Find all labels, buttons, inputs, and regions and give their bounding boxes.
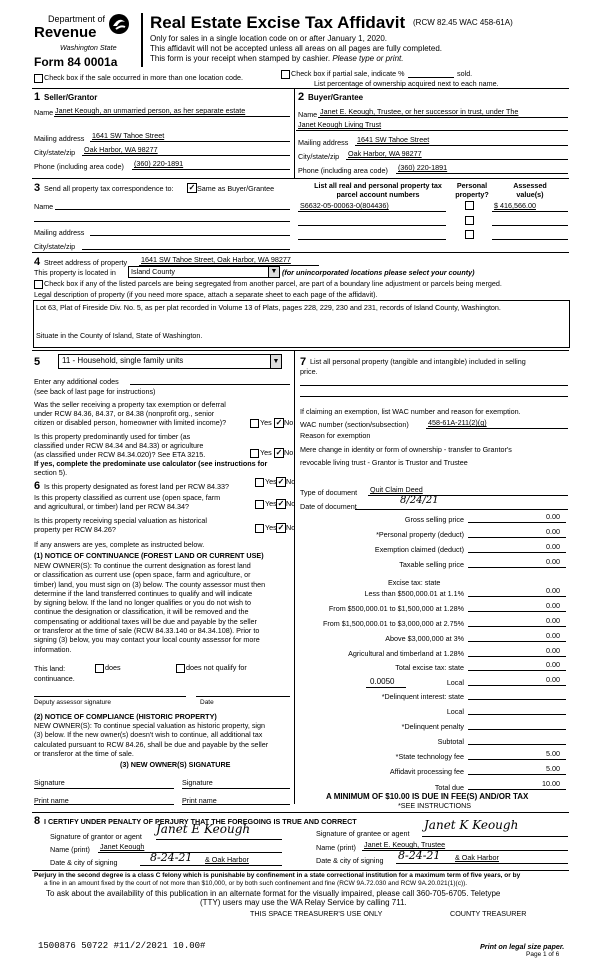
timber-question-3: (as classified under RCW 84.34.020)? See ETA 3215. xyxy=(34,450,206,459)
perjury-text-1 xyxy=(34,872,520,880)
seller-mail-label: Mailing address xyxy=(34,134,85,143)
revenue-logo-icon xyxy=(108,13,130,35)
processing-fee-value: 5.00 xyxy=(546,764,560,773)
partial-sale-pct-field[interactable] xyxy=(408,77,454,78)
any-yes-note: If any answers are yes, complete as instructed below. xyxy=(34,540,205,549)
section7-number: 7 xyxy=(300,356,307,368)
tax-bracket-value[interactable]: 0.00 xyxy=(546,646,560,655)
tax-row-label: Exemption claimed (deduct) xyxy=(374,545,464,554)
section3-number: 3 xyxy=(34,182,41,194)
processing-fee-label: Affidavit processing fee xyxy=(389,767,464,776)
seller-heading: Seller/Grantor xyxy=(44,93,98,102)
buyer-name-field-1[interactable]: Janet E. Keough, Trustee, or her successor in trust, under The xyxy=(320,107,519,116)
seller-mail-field[interactable]: 1641 SW Tahoe Street xyxy=(92,131,165,140)
perjury-text-2: a fine in an amount fixed by the court of not more than $10,000, or by both such confinement and fine (RCW 9A.72.030 and RCW 9A.20.021(1)(c)). xyxy=(44,880,468,887)
yes-label: Yes xyxy=(265,477,277,486)
corr-mail-field[interactable] xyxy=(90,235,290,236)
doc-type-label: Type of document xyxy=(300,488,358,497)
delinquent-interest-label: *Delinquent interest: state xyxy=(381,692,464,701)
seller-phone-label: Phone (including area code) xyxy=(34,162,124,171)
header-line-1: Only for sales in a single location code on or after January 1, 2020. xyxy=(150,34,388,43)
does-not-label: does not qualify for xyxy=(186,663,247,672)
reason-label: Reason for exemption xyxy=(300,431,371,440)
section5-number: 5 xyxy=(34,356,41,368)
form-rcw: (RCW 82.45 WAC 458-61A) xyxy=(413,18,513,27)
personal-property-label-2: price. xyxy=(300,367,318,376)
exemption-question-3: citizen or disabled person, homeowner with limited income)? xyxy=(34,418,227,427)
grantee-name-field[interactable]: Janet E. Keough, Trustee xyxy=(364,840,446,849)
grantee-signature-label: Signature of grantee or agent xyxy=(316,829,410,838)
no-label: No xyxy=(286,499,296,508)
notice-compliance-text: NEW OWNER(S): To continue special valuation as historic property, sign (3) below. If the new owner(s) doesn't wish to continue, all additional tax calculated pursuant to RCW 84.26, shall be due and payable by the seller or transferor at the time of sale. xyxy=(34,721,269,758)
sold-label: sold. xyxy=(457,69,473,78)
deputy-date-label: Date xyxy=(200,699,214,706)
total-state-label: Total excise tax: state xyxy=(395,663,464,672)
timber-question-2: classified under RCW 84.34 and 84.33) or agriculture xyxy=(34,441,204,450)
tax-bracket-label: From $1,500,000.01 to $3,000,000 at 2.75% xyxy=(322,619,464,628)
street-address-label: Street address of property xyxy=(44,258,128,267)
wac-label: WAC number (section/subsection) xyxy=(300,420,409,429)
header-line-2: This affidavit will not be accepted unless all areas on all pages are fully completed. xyxy=(150,44,443,53)
no-label: No xyxy=(286,477,296,486)
deputy-signature-label: Deputy assessor signature xyxy=(34,699,111,706)
local2-field[interactable] xyxy=(468,714,566,715)
yes-label: Yes xyxy=(260,418,272,427)
reason-line-1[interactable]: Mere change in identity or form of ownership - transfer to Grantor's xyxy=(300,445,512,454)
section8-number: 8 xyxy=(34,815,41,827)
county-value: Island County xyxy=(131,267,175,276)
corr-mail-label: Mailing address xyxy=(34,228,85,237)
perjury-text-1-content: Perjury in the second degree is a class C felony which is punishable by confinement in a state correctional institution for a maximum term of five years, or by xyxy=(34,872,521,879)
grantor-date-label: Date & city of signing xyxy=(50,858,118,867)
historical-yes-checkbox[interactable] xyxy=(255,524,264,533)
accessibility-text-2: (TTY) users may use the WA Relay Service by calling 711. xyxy=(200,898,407,907)
new-owner-print-field-2[interactable] xyxy=(182,804,290,805)
timber-question-4: If yes, complete the predominate use calculator (see instructions for xyxy=(34,459,268,468)
street-address-field[interactable]: 1641 SW Tahoe Street, Oak Harbor, WA 98277 xyxy=(141,255,291,264)
local2-label: Local xyxy=(446,707,464,716)
recording-stamp: 1500876 50722 #11/2/2021 10.00# xyxy=(38,941,206,951)
seller-city-field[interactable]: Oak Harbor, WA 98277 xyxy=(84,145,158,154)
personal-property-checkbox-3[interactable] xyxy=(465,230,474,239)
subtotal-field[interactable] xyxy=(468,744,566,745)
partial-sale-label: Check box if partial sale, indicate % xyxy=(291,69,405,78)
buyer-name-field-2[interactable]: Janet Keough Living Trust xyxy=(298,120,382,129)
chevron-down-icon[interactable]: ▼ xyxy=(270,355,281,368)
tax-bracket-value[interactable]: 0.00 xyxy=(546,631,560,640)
buyer-phone-label: Phone (including area code) xyxy=(298,166,388,175)
grantee-date-field[interactable]: 8-24-21 xyxy=(398,849,441,862)
located-in-label: This property is located in xyxy=(34,268,116,277)
deputy-signature-field[interactable] xyxy=(34,696,186,697)
seller-name-field[interactable]: Janet Keough, an unmarried person, as her separate estate xyxy=(55,106,246,115)
timber-no-checkbox[interactable]: ✓ xyxy=(275,448,283,457)
tech-fee-label: *State technology fee xyxy=(395,752,464,761)
parcel-header-1: List all real and personal property tax xyxy=(314,181,442,190)
segregated-checkbox[interactable] xyxy=(34,280,43,289)
form-number: Form 84 0001a xyxy=(34,55,118,69)
local-label: Local xyxy=(446,678,464,687)
partial-sale-checkbox[interactable] xyxy=(281,70,290,79)
new-owner-print-label-1: Print name xyxy=(34,796,69,805)
grantee-signature[interactable]: Janet K Keough xyxy=(424,818,519,832)
legal-description-box[interactable] xyxy=(33,300,570,348)
buyer-city-label: City/state/zip xyxy=(298,152,340,161)
additional-codes-field[interactable] xyxy=(130,384,290,385)
parcel-header-2: parcel account numbers xyxy=(336,190,420,199)
buyer-mail-field[interactable]: 1641 SW Tahoe Street xyxy=(357,135,430,144)
exemption-claim-label: If claiming an exemption, list WAC number and reason for exemption. xyxy=(300,407,521,416)
buyer-heading: Buyer/Grantee xyxy=(308,93,364,102)
segregated-label: Check box if any of the listed parcels are being segregated from another parcel, are part of a boundary line adjustment or parcels being merged. xyxy=(44,279,502,288)
doc-date-field[interactable]: 8/24/21 xyxy=(400,495,439,506)
historical-no-checkbox[interactable]: ✓ xyxy=(277,523,285,532)
chevron-down-icon[interactable]: ▼ xyxy=(268,267,279,277)
land-use-value: 11 - Household, single family units xyxy=(62,356,184,365)
tax-row-value[interactable]: 0.00 xyxy=(546,557,560,566)
tax-bracket-label: From $500,000.01 to $1,500,000 at 1.28% xyxy=(328,604,464,613)
new-owner-print-label-2: Print name xyxy=(182,796,217,805)
no-label: No xyxy=(286,523,296,532)
county-note: (for unincorporated locations please select your county) xyxy=(282,268,475,277)
buyer-name-label: Name xyxy=(298,110,318,119)
grantor-date-field[interactable]: 8-24-21 xyxy=(150,851,193,864)
minimum-due-note: A MINIMUM OF $10.00 IS DUE IN FEE(S) AND/OR TAX xyxy=(326,792,529,801)
revenue-logo-text: Revenue xyxy=(34,24,97,41)
personal-property-line-2[interactable] xyxy=(300,396,568,397)
multi-location-checkbox[interactable] xyxy=(34,74,43,83)
exemption-question-2: under RCW 84.36, 84.37, or 84.38 (nonprofit org., senior xyxy=(34,409,215,418)
grantee-name-label: Name (print) xyxy=(316,843,356,852)
tax-bracket-value[interactable]: 0.00 xyxy=(546,601,560,610)
forest-yes-checkbox[interactable] xyxy=(255,478,264,487)
see-instructions-note: *SEE INSTRUCTIONS xyxy=(398,801,472,810)
grantor-signature[interactable]: Janet E Keough xyxy=(156,822,251,836)
tax-row-value[interactable]: 0.00 xyxy=(546,512,560,521)
grantor-signature-label: Signature of grantor or agent xyxy=(50,832,142,841)
forest-question: Is this property designated as forest land per RCW 84.33? xyxy=(44,482,229,491)
grantor-name-label: Name (print) xyxy=(50,845,90,854)
notice-compliance-heading: (2) NOTICE OF COMPLIANCE (HISTORIC PROPERTY) xyxy=(34,712,217,721)
grantor-city-field[interactable]: & Oak Harbor xyxy=(205,855,249,864)
assessed-header-1: Assessed xyxy=(513,181,547,190)
forest-no-checkbox[interactable]: ✓ xyxy=(277,477,285,486)
tax-row-label: *Personal property (deduct) xyxy=(376,530,464,539)
deputy-date-field[interactable] xyxy=(196,696,290,697)
land-use-select[interactable] xyxy=(58,354,282,369)
accessibility-text-1: To ask about the availability of this publication in an alternate format for the visually impaired, please call 360-705-6705. Teletype xyxy=(46,889,501,898)
parcel-number-2[interactable] xyxy=(298,225,446,226)
delinquent-penalty-label: *Delinquent penalty xyxy=(401,722,464,731)
corr-city-field[interactable] xyxy=(82,249,290,250)
new-owner-signature-label-2: Signature xyxy=(182,778,213,787)
seller-name-label: Name xyxy=(34,108,54,117)
assessed-value[interactable]: $ 416,566.00 xyxy=(494,201,536,210)
tax-bracket-label: Above $3,000,000 at 3% xyxy=(385,634,464,643)
tech-fee-value: 5.00 xyxy=(546,749,560,758)
no-label: No xyxy=(284,448,294,457)
tax-row-value[interactable]: 0.00 xyxy=(546,527,560,536)
seller-section-number: 1 xyxy=(34,91,41,103)
current-use-question-2: and agricultural, or timber) land per RCW 84.34? xyxy=(34,502,190,511)
legal-description-label: Legal description of property (if you need more space, attach a separate sheet to each page of the affidavit). xyxy=(34,290,378,299)
header-line-3: This form is your receipt when stamped by cashier. Please type or print. xyxy=(150,54,404,63)
tax-row-label: Gross selling price xyxy=(404,515,464,524)
total-state-value: 0.00 xyxy=(546,660,560,669)
notice-continuance-text: NEW OWNER(S): To continue the current designation as forest land or classification as current use (open space, farm and agriculture, or timber) land, you must sign on (3) below. The county assessor must then determine if the land transferred continues to qualify and will indicate by signing below. If the land no longer qualifies or you do not wish to continue the designation or classification, it will be removed and the compensating or additional taxes will be due and payable by the seller or transferor at the time of sale (RCW 84.33.140 or 84.34.108). Prior to signing (3) below, you may contact your local county assessor for more information. xyxy=(34,561,266,654)
ownership-list-note: List percentage of ownership acquired next to each name. xyxy=(314,79,499,88)
yes-label: Yes xyxy=(265,499,277,508)
corr-name-field[interactable] xyxy=(55,209,290,210)
buyer-city-field[interactable]: Oak Harbor, WA 98277 xyxy=(348,149,422,158)
grantee-city-field[interactable]: & Oak Harbor xyxy=(455,853,499,862)
correspondence-label: Send all property tax correspondence to: xyxy=(44,184,174,193)
notice-continuance-heading: (1) NOTICE OF CONTINUANCE (FOREST LAND OR CURRENT USE) xyxy=(34,551,264,560)
legal-description-line-1: Lot 63, Plat of Fireside Div. No. 5, as per plat recorded in Volume 13 of Plats, pages 228, 229, 230 and 231, records of Island County, Washington. xyxy=(36,303,501,312)
wac-field[interactable]: 458-61A-211(2)(g) xyxy=(428,418,487,427)
corr-name-label: Name xyxy=(34,202,54,211)
timber-question-5: section 5). xyxy=(34,468,68,477)
personal-property-checkbox-1[interactable] xyxy=(465,201,474,210)
yes-label: Yes xyxy=(260,448,272,457)
tax-bracket-value[interactable]: 0.00 xyxy=(546,616,560,625)
local-rate: 0.0050 xyxy=(370,677,395,686)
section6-number: 6 xyxy=(34,480,41,492)
exemption-question-1: Was the seller receiving a property tax exemption or deferral xyxy=(34,400,226,409)
does-qualify-checkbox[interactable] xyxy=(95,664,104,673)
same-as-buyer-checkbox[interactable]: ✓ xyxy=(188,183,196,192)
does-label: does xyxy=(105,663,121,672)
state-label: Washington State xyxy=(60,43,117,52)
same-as-buyer-label: Same as Buyer/Grantee xyxy=(197,184,275,193)
tax-row-value[interactable]: 0.00 xyxy=(546,542,560,551)
tax-row-label: Taxable selling price xyxy=(399,560,464,569)
grantor-name-field[interactable]: Janet Keough xyxy=(100,842,145,851)
continuance-label: continuance. xyxy=(34,674,75,683)
buyer-mail-label: Mailing address xyxy=(298,138,349,147)
new-owner-signature-label-1: Signature xyxy=(34,778,65,787)
form-title: Real Estate Excise Tax Affidavit xyxy=(150,13,406,32)
county-select[interactable] xyxy=(128,266,280,278)
historical-question-1: Is this property receiving special valuation as historical xyxy=(34,516,207,525)
personal-property-checkbox-2[interactable] xyxy=(465,216,474,225)
section4-number: 4 xyxy=(34,256,41,268)
dept-label: Department of xyxy=(48,14,106,24)
timber-yes-checkbox[interactable] xyxy=(250,449,259,458)
personal-header-1: Personal xyxy=(456,181,488,190)
current-use-yes-checkbox[interactable] xyxy=(255,500,264,509)
exemption-yes-checkbox[interactable] xyxy=(250,419,259,428)
does-not-qualify-checkbox[interactable] xyxy=(176,664,185,673)
total-due-label: Total due xyxy=(434,783,464,792)
tax-bracket-label: Agricultural and timberland at 1.28% xyxy=(348,649,464,658)
personal-property-line-1[interactable] xyxy=(300,385,568,386)
doc-date-label: Date of document xyxy=(300,502,357,511)
local-value: 0.00 xyxy=(546,675,560,684)
new-owner-signature-heading: (3) NEW OWNER(S) SIGNATURE xyxy=(120,760,231,769)
excise-state-label: Excise tax: state xyxy=(388,578,441,587)
exemption-no-checkbox[interactable]: ✓ xyxy=(275,418,283,427)
this-land-label: This land: xyxy=(34,664,66,673)
page-number: Page 1 of 6 xyxy=(526,951,560,958)
parcel-number-3[interactable] xyxy=(298,239,446,240)
current-use-question-1: Is this property classified as current use (open space, farm xyxy=(34,493,221,502)
corr-city-label: City/state/zip xyxy=(34,242,76,251)
tax-bracket-value[interactable]: 0.00 xyxy=(546,586,560,595)
yes-label: Yes xyxy=(265,523,277,532)
current-use-no-checkbox[interactable]: ✓ xyxy=(277,499,285,508)
assessed-header-2: value(s) xyxy=(516,190,544,199)
new-owner-print-field-1[interactable] xyxy=(34,804,174,805)
county-treasurer-label: COUNTY TREASURER xyxy=(450,909,527,918)
subtotal-label: Subtotal xyxy=(437,737,464,746)
grantee-date-label: Date & city of signing xyxy=(316,856,384,865)
total-due-value: 10.00 xyxy=(542,779,560,788)
personal-property-label-1: List all personal property (tangible and intangible) included in selling xyxy=(310,357,526,366)
delinquent-penalty-field[interactable] xyxy=(468,729,566,730)
buyer-phone-field[interactable]: (360) 220-1891 xyxy=(398,163,448,172)
assessed-value-3[interactable] xyxy=(492,239,568,240)
no-label: No xyxy=(284,418,294,427)
historical-question-2: property per RCW 84.26? xyxy=(34,525,116,534)
personal-header-2: property? xyxy=(455,190,489,199)
certify-statement: I CERTIFY UNDER PENALTY OF PERJURY THAT THE FOREGOING IS TRUE AND CORRECT xyxy=(44,817,357,826)
multi-location-label: Check box if the sale occurred in more than one location code. xyxy=(44,73,243,82)
buyer-section-number: 2 xyxy=(298,91,305,103)
legal-description-line-2: Situate in the County of Island, State of Washington. xyxy=(36,331,203,340)
new-owner-signature-field-1[interactable] xyxy=(34,788,174,789)
reason-line-2[interactable]: revocable living trust - Grantor is Trustor and Trustee xyxy=(300,458,468,467)
seller-phone-field[interactable]: (360) 220-1891 xyxy=(134,159,184,168)
doc-type-field[interactable]: Quit Claim Deed xyxy=(370,485,423,494)
delinquent-interest-field[interactable] xyxy=(468,699,566,700)
tax-bracket-label: Less than $500,000.01 at 1.1% xyxy=(364,589,464,598)
parcel-number[interactable]: S6632-05-00063-0(804436) xyxy=(300,201,389,210)
seller-city-label: City/state/zip xyxy=(34,148,76,157)
legal-paper-note: Print on legal size paper. xyxy=(480,942,565,951)
additional-codes-label: Enter any additional codes xyxy=(34,377,119,386)
new-owner-signature-field-2[interactable] xyxy=(182,788,290,789)
assessed-value-2[interactable] xyxy=(492,225,568,226)
timber-question-1: Is this property predominantly used for timber (as xyxy=(34,432,191,441)
see-list-note: (see back of last page for instructions) xyxy=(34,387,156,396)
treasurer-use-label: THIS SPACE TREASURER'S USE ONLY xyxy=(250,909,383,918)
